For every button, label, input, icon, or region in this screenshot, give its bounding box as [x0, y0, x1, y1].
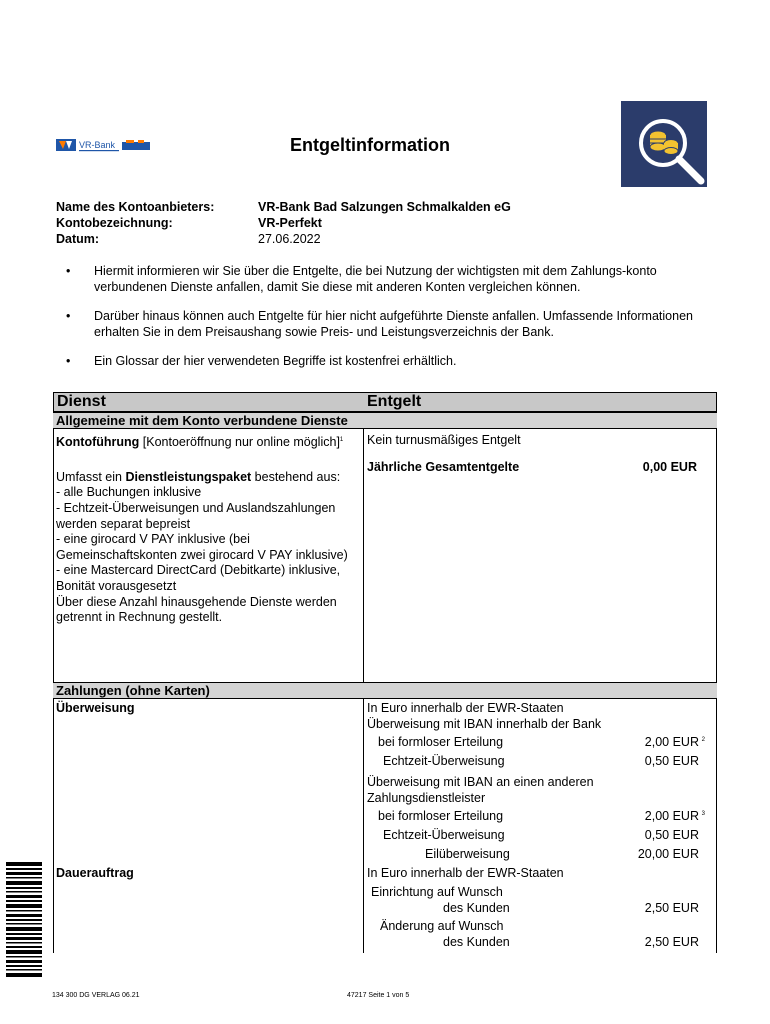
table-border-left	[53, 392, 54, 953]
fee-label: Änderung auf Wunsch	[380, 918, 504, 933]
fee-value: 0,50 EUR	[644, 754, 699, 769]
footnote-marker: 1	[339, 437, 344, 443]
date-label: Datum:	[56, 232, 100, 246]
coins-search-icon	[621, 101, 707, 187]
table-header	[53, 392, 717, 412]
ueberweisung-region: In Euro innerhalb der EWR-Staaten	[367, 701, 564, 715]
kontofuehrung-cell	[56, 433, 356, 626]
fee-value: 2,50 EUR	[644, 900, 699, 915]
fee-text: Kein turnusmäßiges Entgelt	[367, 433, 521, 447]
fee-value: 2,00 EUR	[644, 809, 699, 824]
fee-row	[367, 885, 713, 919]
logo-text: VR-Bank	[79, 140, 116, 150]
fee-label-cont: des Kunden	[443, 900, 510, 915]
list-item	[56, 263, 716, 295]
desc-pre: Umfasst ein	[56, 469, 126, 484]
fee-row	[367, 828, 713, 847]
barcode	[6, 862, 42, 980]
ueberweisung-fee-cell	[367, 701, 713, 866]
fee-value: 0,50 EUR	[644, 828, 699, 843]
total-row	[367, 460, 697, 476]
fee-label: bei formloser Erteilung	[378, 735, 504, 750]
ueberweisung-group1: Überweisung mit IBAN innerhalb der Bank	[367, 716, 602, 731]
col-service-header: Dienst	[57, 393, 106, 410]
fee-row	[367, 919, 713, 953]
fee-value: 2,00 EUR	[644, 735, 699, 750]
dauerauftrag-fee-cell	[367, 866, 713, 953]
footnote-marker: 2	[701, 737, 705, 744]
table-border-right	[716, 392, 717, 953]
fee-label: Eilüberweisung	[425, 847, 510, 862]
kontofuehrung-extra: Über diese Anzahl hinausgehende Dienste werden getrennt in Rechnung gestellt.	[56, 594, 337, 625]
page-title: Entgeltinformation	[290, 135, 450, 155]
fee-row	[367, 735, 713, 754]
intro-bullets	[56, 263, 716, 382]
ueberweisung-group2: Überweisung mit IBAN an einen anderen Zahlungsdienstleister	[367, 775, 594, 805]
bullet-icon: •	[66, 309, 71, 323]
dauerauftrag-title: Dauerauftrag	[56, 866, 134, 880]
info-row-date	[56, 231, 511, 247]
kontofuehrung-note: [Kontoeröffnung nur online möglich]	[139, 435, 340, 450]
provider-value: VR-Bank Bad Salzungen Schmalkalden eG	[258, 200, 511, 214]
bullet-text: Hiermit informieren wir Sie über die Entgelte, die bei Nutzung der wichtigsten mit dem Zahlungs-konto verbundenen Dienste anfallen, damit Sie diese mit anderen Konten vergleichen können.	[94, 264, 657, 294]
bullet-text: Darüber hinaus können auch Entgelte für hier nicht aufgeführte Dienste anfallen. Umfassende Informationen erhalten Sie in dem Preisaushang sowie Preis- und Leistungsverzeichnis der Bank.	[94, 309, 693, 339]
dauerauftrag-region: In Euro innerhalb der EWR-Staaten	[367, 866, 564, 880]
fee-label: bei formloser Erteilung	[378, 809, 504, 824]
account-label: Kontobezeichnung:	[56, 216, 173, 230]
kontofuehrung-desc	[56, 470, 356, 486]
fee-row	[367, 809, 713, 828]
info-row-account	[56, 215, 511, 231]
info-row-provider	[56, 199, 511, 215]
package-item: - eine girocard V PAY inklusive (bei Gemeinschaftskonten zwei girocard V PAY inklusive)	[56, 532, 348, 562]
kontofuehrung-title-line	[56, 433, 356, 451]
total-value: 0,00 EUR	[642, 459, 697, 474]
desc-bold: Dienstleistungspaket	[125, 469, 252, 484]
table-column-divider	[363, 392, 364, 953]
section-general: Allgemeine mit dem Konto verbundene Dienste	[53, 412, 717, 429]
bullet-text: Ein Glossar der hier verwendeten Begriffe ist kostenfrei erhältlich.	[94, 354, 457, 368]
desc-post: bestehend aus:	[251, 469, 341, 484]
total-label: Jährliche Gesamtentgelte	[367, 459, 520, 474]
package-item: - eine Mastercard DirectCard (Debitkarte) inklusive, Bonität vorausgesetzt	[56, 563, 341, 593]
ueberweisung-title: Überweisung	[56, 701, 135, 715]
bullet-icon: •	[66, 264, 71, 278]
provider-label: Name des Kontoanbieters:	[56, 200, 215, 214]
footer-page: 47217 Seite 1 von 5	[347, 992, 410, 999]
fee-label: Echtzeit-Überweisung	[383, 828, 505, 843]
account-info	[56, 199, 511, 247]
account-value: VR-Perfekt	[258, 216, 322, 230]
package-item: - alle Buchungen inklusive	[56, 485, 202, 500]
bullet-icon: •	[66, 354, 71, 368]
list-item	[56, 353, 716, 369]
list-item	[56, 308, 716, 340]
date-value: 27.06.2022	[258, 232, 321, 246]
fee-value: 20,00 EUR	[637, 847, 699, 862]
footnote-marker: 3	[701, 811, 705, 818]
fee-value: 2,50 EUR	[644, 934, 699, 949]
col-fee-header: Entgelt	[367, 393, 422, 410]
kontofuehrung-fee-cell	[367, 433, 697, 476]
fee-label: Echtzeit-Überweisung	[383, 754, 505, 769]
package-item: - Echtzeit-Überweisungen und Auslandszahlungen werden separat bepreist	[56, 500, 336, 531]
fee-label-cont: des Kunden	[443, 934, 510, 949]
fee-row	[367, 847, 713, 866]
fee-table	[53, 392, 717, 953]
fee-row	[367, 754, 713, 773]
kontofuehrung-title: Kontoführung	[56, 435, 140, 450]
footer-code: 134 300 DG VERLAG 06.21	[52, 992, 140, 999]
section-payments: Zahlungen (ohne Karten)	[53, 682, 717, 699]
fee-label: Einrichtung auf Wunsch	[371, 884, 503, 899]
vr-bank-logo	[56, 137, 152, 153]
